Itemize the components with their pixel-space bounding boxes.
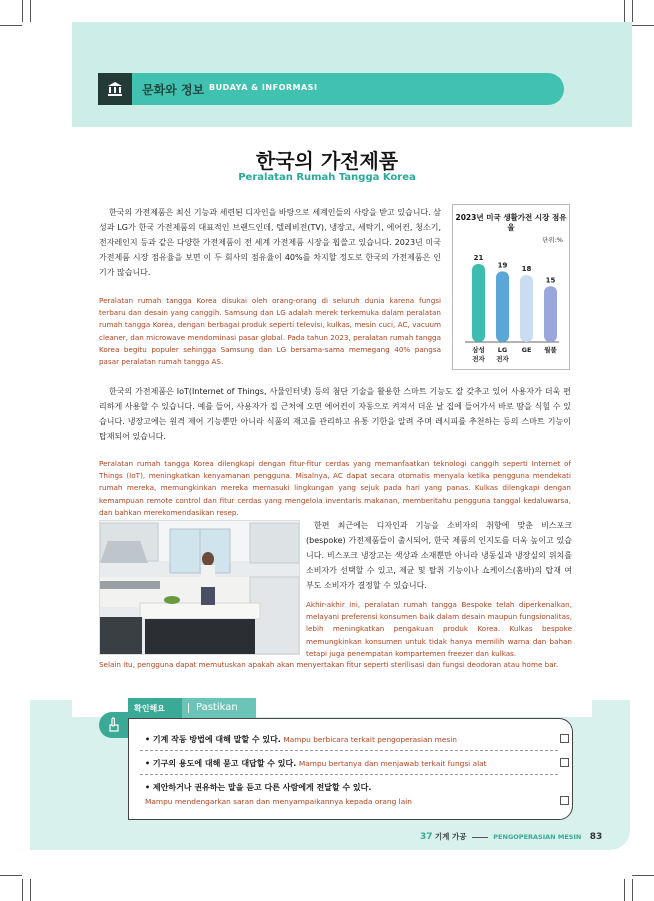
crop-mark	[30, 0, 31, 22]
crop-mark	[632, 25, 654, 26]
bank-icon	[107, 81, 123, 97]
checklist-item-3	[145, 782, 555, 806]
chapter-title-ko: 기계 가공	[434, 832, 467, 841]
chart-value-label: 21	[473, 254, 484, 262]
paragraph-3-ko: 한편 최근에는 디자인과 기능을 소비자의 취향에 맞춘 비스포크(bespoke) 가전제품들이 출시되어, 한국 제품의 인지도를 더욱 높이고 있습니다. 비스포크 냉장고는 색상과 소재뿐만 아니라 냉동실과 냉장실의 위치를 소비자가 선택할 수 있고, 제균 및 탈취 기능이나 쇼케이스(홈바)의 탑재 여부도 소비자가 결정할 수 있습니다.	[306, 521, 572, 590]
footer-rule	[472, 837, 488, 838]
chart-value-label: 19	[497, 261, 508, 270]
content-card-left	[30, 127, 80, 700]
checklist-divider	[140, 774, 558, 775]
paragraph-2-id: Peralatan rumah tangga Korea dilengkapi dengan fitur-fitur cerdas yang memanfaatkan teknologi canggih seperti Internet of Things (IoT), meningkatkan kenyamanan pengguna. Misalnya, AC dapat secara otomatis menyala ketika pengguna mendekati rumah mereka, memungkinkan mereka memasuki lingkungan yang sejuk pada hari yang panas. Kulkas dilengkapi dengan kemampuan remote control dan fitur cerdas yang mengelola inventaris makanan, memberitahu pengguna tanggal kedaluwarsa, dan bahkan merekomendasikan resep.	[99, 459, 571, 517]
check-icon-box	[99, 712, 129, 738]
chart-unit: 단위:%	[542, 236, 563, 244]
chart-bar	[472, 264, 485, 342]
chart-bar	[520, 275, 533, 342]
chart-category-label: 월풀	[544, 346, 557, 354]
kitchen-photo	[99, 520, 300, 655]
paragraph-1-id: Peralatan rumah tangga Korea disukai oleh orang-orang di seluruh dunia karena fungsi terbaru dan desain yang canggih. Samsung dan LG adalah merek terkemuka dalam peralatan rumah tangga Korea, dengan berbagai produk seperti televisi, kulkas, mesin cuci, AC, vacuum cleaner, dan microwave mendominasi pasar global. Pada tahun 2023, peralatan rumah tangga Korea begitu populer sehingga Samsung dan LG bersama-sama memegang 40% pangsa pasar peralatan rumah tangga AS.	[99, 296, 441, 367]
page-number: 83	[589, 832, 603, 842]
chart-bar	[544, 286, 557, 342]
crop-mark	[632, 0, 633, 22]
crop-mark	[632, 875, 654, 876]
chapter-number: 37	[420, 832, 433, 842]
checklist-item-id: Mampu berbicara terkait pengoperasian mesin	[283, 735, 457, 744]
crop-mark	[624, 879, 625, 901]
checklist-item-id: Mampu bertanya dan menjawab terkait fungsi alat	[298, 759, 487, 768]
section-subtitle: BUDAYA & INFORMASI	[209, 83, 318, 92]
paragraph-3-id-a: Akhir-akhir ini, peralatan rumah tangga Bespoke telah diperkenalkan, melayani preferensi konsumen baik dalam desain maupun fungsionalitas, lebih meningkatkan pengakuan produk Korea. Kulkas bespoke memungkinkan konsumen untuk tidak hanya memilih warna dan bahan tetapi juga penempatan kompartemen freezer dan kulkas.	[306, 600, 572, 658]
crop-mark	[624, 0, 625, 22]
crop-mark	[22, 879, 23, 901]
page-footer	[420, 831, 602, 842]
checklist-checkbox[interactable]	[560, 734, 569, 743]
crop-mark	[0, 875, 22, 876]
checklist-divider	[140, 750, 558, 751]
check-label-id: Pastikan	[196, 702, 238, 713]
page-subtitle: Peralatan Rumah Tangga Korea	[238, 172, 416, 183]
crop-mark	[632, 879, 633, 901]
chart-category-label: GE	[521, 346, 532, 354]
crop-mark	[30, 879, 31, 901]
checklist-checkbox[interactable]	[560, 758, 569, 767]
checklist-item-1	[145, 734, 555, 745]
section-icon-box	[98, 73, 132, 105]
checklist-item-ko: • 기구의 용도에 대해 묻고 대답할 수 있다.	[145, 759, 297, 768]
chart-bar	[496, 271, 509, 342]
checklist-item-ko: • 제안하거나 권유하는 말을 듣고 다른 사람에게 전달할 수 있다.	[145, 783, 372, 792]
touch-hand-icon	[107, 717, 121, 733]
checklist-item-2	[145, 758, 555, 769]
paragraph-2-ko: 한국의 가전제품은 IoT(Internet of Things, 사물인터넷) 등의 첨단 기술을 활용한 스마트 기능도 잘 갖추고 있어 사용자가 더욱 편리하게 사용할 수 있습니다. 예를 들어, 사용자가 집 근처에 오면 에어컨이 자동으로 켜져서 더운 날 집에 들어가서 바로 땀을 식힐 수 있습니다. 냉장고에는 원격 제어 기능뿐만 아니라 식품의 재고를 관리하고 유통 기한을 알려 주며 레시피를 추천하는 등의 스마트 기능이 탑재되어 있습니다.	[99, 387, 571, 441]
checklist-item-ko: • 기계 작동 방법에 대해 말할 수 있다.	[145, 735, 281, 744]
chapter-title-id: PENGOPERASIAN MESIN	[493, 833, 582, 841]
chart-value-label: 18	[521, 265, 532, 274]
kitchen-illustration	[100, 521, 299, 654]
chart-value-label: 15	[545, 276, 556, 285]
chart-category-label: LG	[497, 346, 508, 354]
page-title: 한국의 가전제품	[255, 149, 399, 173]
crop-mark	[0, 25, 22, 26]
chart-category-label: 전자	[496, 355, 509, 363]
chart-category-label: 전자	[472, 355, 485, 363]
paragraph-3-id-b: Selain itu, pengguna dapat memutuskan apakah akan menyertakan fitur seperti sterilisasi dan fungsi deodoran atau home bar.	[99, 660, 559, 669]
chart-title: 2023년 미국 생활가전 시장 점유율	[455, 213, 567, 232]
section-title: 문화와 정보	[142, 83, 205, 97]
chart-plot	[453, 205, 569, 369]
chart-category-label: 삼성	[472, 346, 485, 354]
paragraph-1-ko: 한국의 가전제품은 최신 기능과 세련된 디자인을 바탕으로 세계인들의 사랑을 받고 있습니다. 삼성과 LG가 한국 가전제품의 대표적인 브랜드인데, 텔레비전(TV), 냉장고, 세탁기, 에어컨, 청소기, 전자레인지 등과 같은 다양한 가전제품이 전 세계 가전제품 시장을 휩쓸고 있습니다. 2023년 미국 가전제품 시장 점유율을 보면 이 두 회사의 점유율이 40%를 차지할 정도로 한국의 가전제품은 인기가 많습니다.	[99, 208, 441, 277]
checklist-item-id: Mampu mendengarkan saran dan menyampaikannya kepada orang lain	[145, 797, 412, 806]
crop-mark	[22, 0, 23, 22]
market-share-chart	[452, 204, 570, 370]
check-label-ko: 확인해요	[134, 704, 165, 713]
checklist-checkbox[interactable]	[560, 796, 569, 805]
check-divider	[188, 703, 189, 713]
